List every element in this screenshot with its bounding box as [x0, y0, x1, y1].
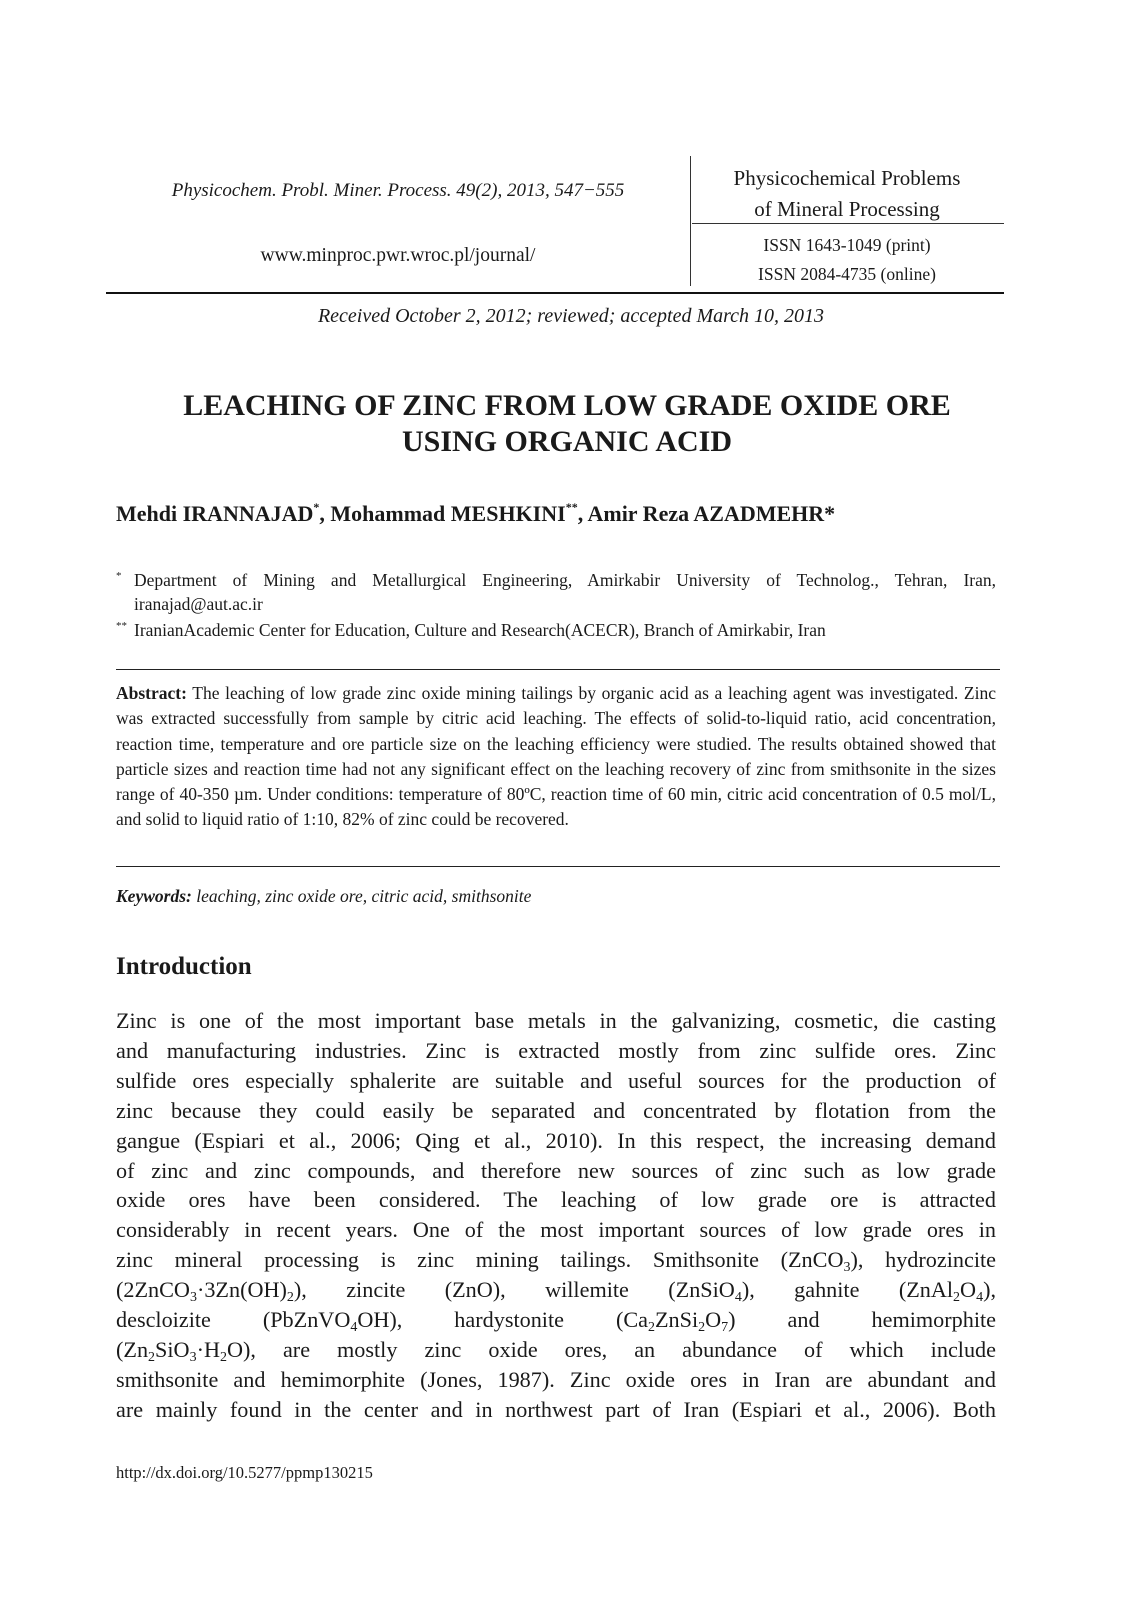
- title-line2: USING ORGANIC ACID: [401, 425, 733, 458]
- issn-block: [692, 231, 1002, 289]
- author-mark: *: [313, 500, 320, 514]
- author-separator: ,: [577, 501, 588, 526]
- affiliation: [116, 568, 996, 616]
- text-run: OH), hardystonite (Ca: [357, 1307, 648, 1333]
- header-rule: [106, 292, 1004, 294]
- text-run: ·H: [196, 1336, 220, 1362]
- text-run: O), are mostly zinc oxide ores, an abundance of which include: [227, 1336, 996, 1362]
- subscript: 3: [189, 1349, 197, 1365]
- body-line: and manufacturing industries. Zinc is extracted mostly from zinc sulfide ores. Zinc: [116, 1037, 996, 1063]
- issn-online: ISSN 2084-4735 (online): [758, 264, 936, 284]
- subscript: 4: [734, 1290, 742, 1306]
- text-run: zinc mineral processing is zinc mining tailings. Smithsonite (ZnCO: [116, 1247, 844, 1273]
- body-line: sulfide ores especially sphalerite are suitable and useful sources for the production of: [116, 1067, 996, 1093]
- text-run: O: [960, 1277, 977, 1303]
- subscript: 3: [189, 1290, 197, 1306]
- abstract-text: The leaching of low grade zinc oxide mining tailings by organic acid as a leaching agent was investigated. Zinc was extracted successfully from sample by citric acid leaching. The effects of solid-to-liquid ratio, acid concentration, reaction time, temperature and ore particle size on the leaching efficiency were studied. The results obtained showed that particle sizes and reaction time had not any significant effect on the leaching recovery of zinc from smithsonite in the sizes range of 40-350 µm. Under conditions: temperature of 80ºC, reaction time of 60 min, citric acid concentration of 0.5 mol/L, and solid to liquid ratio of 1:10, 82% of zinc could be recovered.: [116, 683, 996, 830]
- body-line: gangue (Espiari et al., 2006; Qing et al., 2010). In this respect, the increasing demand: [116, 1127, 996, 1153]
- text-run: ), gahnite (ZnAl: [741, 1277, 954, 1303]
- text-run: ZnSi: [654, 1307, 699, 1333]
- subscript: 4: [976, 1290, 984, 1306]
- abstract: [116, 681, 996, 833]
- journal-name-line2: of Mineral Processing: [754, 197, 940, 221]
- body-line: smithsonite and hemimorphite (Jones, 1987). Zinc oxide ores in Iran are abundant and: [116, 1366, 996, 1392]
- journal-name: [692, 163, 1002, 225]
- doi-link[interactable]: http://dx.doi.org/10.5277/ppmp130215: [116, 1463, 373, 1482]
- body-line: oxide ores have been considered. The leaching of low grade ore is attracted: [116, 1187, 996, 1213]
- text-run: ·3Zn(OH): [196, 1277, 287, 1303]
- keywords: [116, 886, 996, 907]
- abstract-rule-bottom: [116, 866, 1000, 867]
- subscript: 3: [843, 1260, 851, 1276]
- affiliation-mark: *: [116, 570, 122, 582]
- title-line1: LEACHING OF ZINC FROM LOW GRADE OXIDE ORE: [183, 389, 951, 422]
- subscript: 2: [148, 1349, 156, 1365]
- author-mark: **: [565, 500, 578, 514]
- issn-print: ISSN 1643-1049 (print): [763, 235, 931, 255]
- subscript: 2: [647, 1320, 655, 1336]
- author-list: [116, 500, 1016, 527]
- author-separator: ,: [319, 501, 331, 526]
- journal-url: www.minproc.pwr.wroc.pl/journal/: [260, 245, 536, 266]
- affiliation: [116, 618, 996, 642]
- body-line: considerably in recent years. One of the most important sources of low grade ores in: [116, 1217, 996, 1243]
- body-line: [116, 1275, 996, 1305]
- subscript: 2: [698, 1320, 706, 1336]
- subscript: 2: [953, 1290, 961, 1306]
- text-run: ),: [983, 1277, 997, 1303]
- body-line: [116, 1245, 996, 1275]
- section-heading: Introduction: [116, 953, 252, 980]
- affiliation-text: IranianAcademic Center for Education, Culture and Research(ACECR), Branch of Amirkabir, Iran: [134, 620, 826, 640]
- journal-name-line1: Physicochemical Problems: [733, 166, 961, 190]
- body-line: Zinc is one of the most important base metals in the galvanizing, cosmetic, die casting: [116, 1008, 996, 1033]
- header-divider-horizontal: [692, 223, 1004, 224]
- author-name: Mohammad MESHKINI: [330, 501, 566, 526]
- body-line: of zinc and zinc compounds, and therefore new sources of zinc such as low grade: [116, 1157, 996, 1183]
- text-run: descloizite (PbZnVO: [116, 1307, 351, 1333]
- paper-title: [90, 388, 1044, 460]
- text-run: ) and hemimorphite: [728, 1307, 996, 1333]
- body-line: [116, 1305, 996, 1335]
- body-line: are mainly found in the center and in northwest part of Iran (Espiari et al., 2006). Both: [116, 1396, 996, 1422]
- text-run: (Zn: [116, 1336, 149, 1362]
- subscript: 4: [350, 1320, 358, 1336]
- body-paragraph: [116, 1006, 996, 1425]
- abstract-rule-top: [116, 669, 1000, 670]
- text-run: O: [705, 1307, 722, 1333]
- text-run: ), hydrozincite: [850, 1247, 996, 1273]
- received-dates: Received October 2, 2012; reviewed; accepted March 10, 2013: [317, 305, 825, 327]
- subscript: 2: [286, 1290, 294, 1306]
- author-name: Amir Reza AZADMEHR*: [587, 501, 836, 526]
- subscript: 7: [721, 1320, 729, 1336]
- text-run: SiO: [155, 1336, 190, 1362]
- keywords-text: leaching, zinc oxide ore, citric acid, smithsonite: [196, 886, 532, 906]
- text-run: (2ZnCO: [116, 1277, 190, 1303]
- body-line: zinc because they could easily be separated and concentrated by flotation from the: [116, 1097, 996, 1123]
- keywords-label: Keywords:: [116, 886, 192, 906]
- abstract-label: Abstract:: [116, 683, 187, 703]
- affiliation-mark: **: [116, 620, 127, 632]
- header-divider-vertical: [690, 156, 691, 286]
- author-name: Mehdi IRANNAJAD: [116, 501, 314, 526]
- subscript: 2: [220, 1349, 227, 1365]
- body-line: [116, 1335, 996, 1365]
- text-run: ), zincite (ZnO), willemite (ZnSiO: [293, 1277, 735, 1303]
- journal-citation: Physicochem. Probl. Miner. Process. 49(2), 2013, 547−555: [171, 180, 625, 201]
- affiliation-text: Department of Mining and Metallurgical Engineering, Amirkabir University of Technolog., Tehran, Iran, iranajad@aut.ac.ir: [134, 570, 996, 614]
